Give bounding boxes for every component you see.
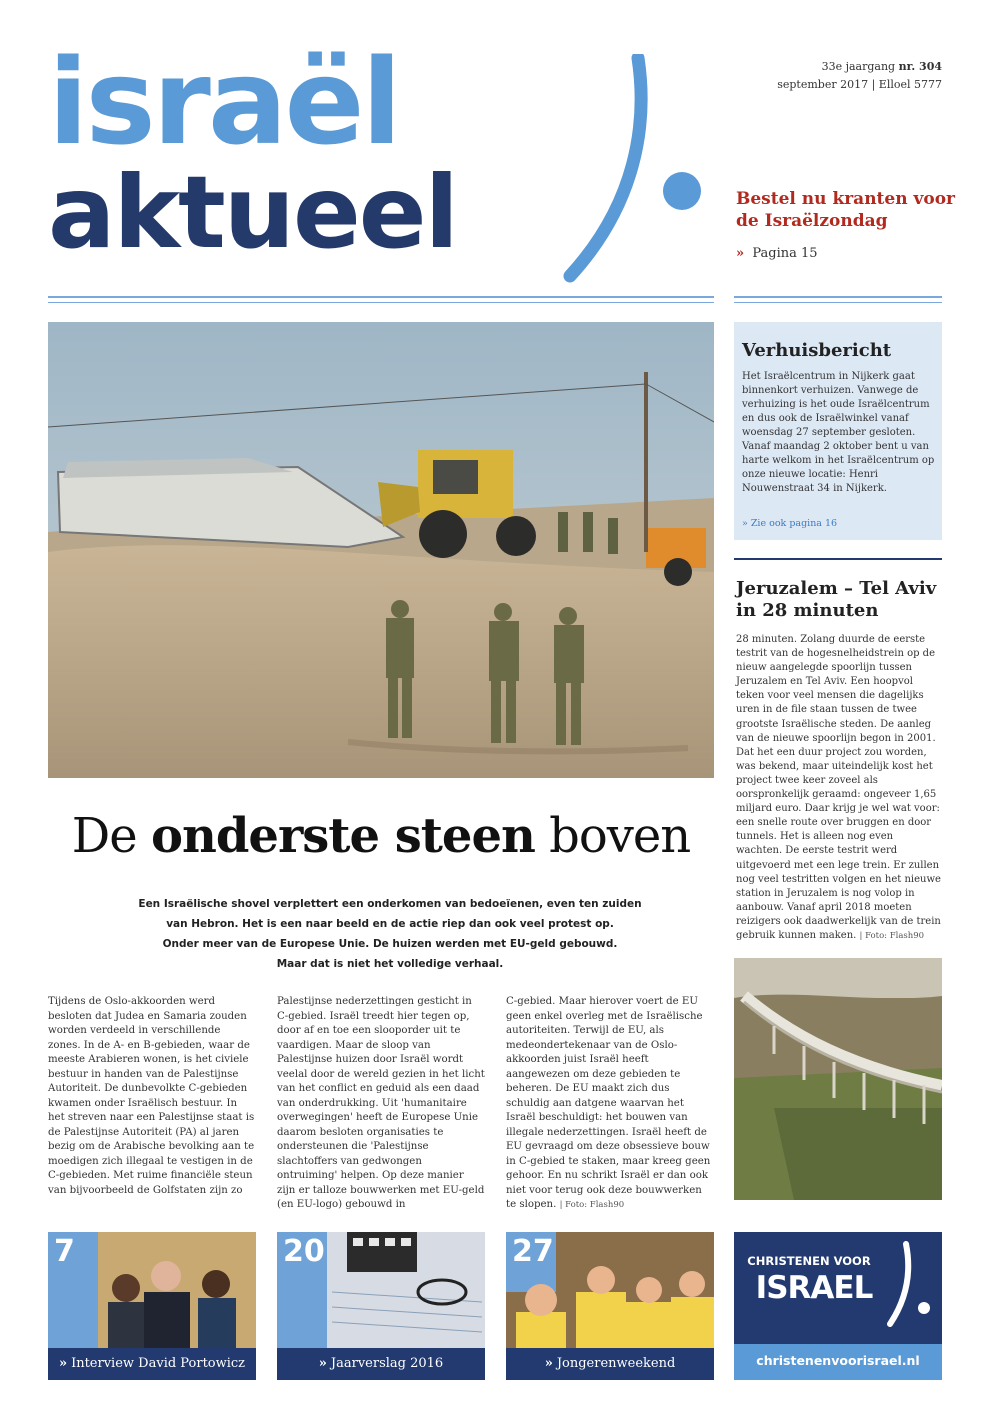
train-article-title: Jeruzalem – Tel Aviv in 28 minuten — [736, 578, 937, 621]
teaser-page-number: 20 — [283, 1234, 325, 1269]
promo-page-link[interactable] — [736, 246, 818, 261]
teaser-youth-weekend[interactable] — [506, 1232, 714, 1380]
main-photo — [48, 322, 714, 778]
notice-body: Het Israëlcentrum in Nijkerk gaat binnenkort verhuizen. Vanwege de verhuizing is het oude Israëlcentrum en dus ook de Israëlwinkel vanaf woensdag 27 september gesloten. Vanaf maandag 2 oktober bent u van harte welkom in het Israëlcentrum op onze nieuwe locatie: Henri Nouwenstraat 34 in Nijkerk. — [742, 371, 935, 494]
logo-aktueel: aktueel — [48, 154, 457, 271]
article-column-1 — [48, 995, 256, 1198]
teaser-label: Interview David Portowicz — [71, 1356, 246, 1371]
photo-credit: | Foto: Flash90 — [859, 930, 925, 941]
promo-page-ref: Pagina 15 — [752, 246, 818, 261]
teaser-label-bar[interactable] — [48, 1348, 256, 1380]
notice-page-link[interactable]: » Zie ook pagina 16 — [742, 518, 838, 529]
teaser-page-number: 7 — [54, 1234, 75, 1269]
column-text: C-gebied. Maar hierover voert de EU geen enkel overleg met de Israëlische autoriteiten. Terwijl de EU, als medeondertekenaar van de Oslo-akkoorden juist Israël heeft aangewezen om deze gebieden te beheren. De EU maakt zich dus schuldig aan datgene waarvan het Israël beschuldigt: het bouwen van illegale nederzettingen. Israël heeft de EU gevraagd om deze obsessieve bouw in C-gebied te staken, maar kreeg geen gehoor. En nu schrikt Israël er dan ook niet voor terug ook deze bouwwerken te slopen. — [506, 996, 711, 1210]
article-column-3 — [506, 995, 714, 1213]
cvi-line-2: ISRAEL — [755, 1270, 873, 1306]
column-text: Tijdens de Oslo-akkoorden werd besloten dat Judea en Samaria zouden worden verdeeld in verschillende zones. In de A- en B-gebieden, waar de meeste Arabieren wonen, is het civiele bestuur in handen van de Palestijnse Autoriteit. De dunbevolkte C-gebieden kwamen onder Israëlisch bestuur. In het streven naar een Palestijnse staat is de Palestijnse Autoriteit (PA) al jaren bezig om de Arabische bevolking aan te moedigen zich illegaal te vestigen in de C-gebieden. Met ruime financiële steun van bijvoorbeeld de Golfstaten zijn zo — [48, 996, 255, 1196]
cvi-swoosh-icon — [884, 1240, 934, 1330]
notice-title: Verhuisbericht — [742, 340, 892, 361]
sidebar-divider-2 — [734, 558, 942, 560]
train-article-text: 28 minuten. Zolang duurde de eerste testrit van de hogesnelheidstrein op de nieuw aangelegde spoorlijn tussen Jeruzalem en Tel Aviv. Een hoopvol teken voor veel mensen die dagelijks uren in de file staan tussen de twee grootste Israëlische steden. De aanleg van de nieuwe spoorlijn begon in 2001. Dat het een duur project zou worden, was bekend, maar uiteindelijk kost het project twee keer zoveel als oorspronkelijk geraamd: ongeveer 1,65 miljard euro. Daar krijg je wel wat voor: een snelle route over bruggen en door tunnels. Het is alleen nog even wachten. De eerste testrit werd uitgevoerd met een lege trein. Er zullen nog veel testritten volgen en het nieuwe station in Jeruzalem is nog volop in aanbouw. Vanaf april 2018 moeten reizigers ook daadwerkelijk van de trein gebruik kunnen maken. — [736, 634, 941, 941]
train-bridge-photo — [734, 958, 942, 1200]
headline-part-1: De — [71, 808, 151, 864]
cvi-ad[interactable] — [734, 1232, 942, 1380]
lead-paragraph — [110, 894, 670, 974]
issue-date: september 2017 | Elloel 5777 — [777, 78, 942, 91]
lead-line: Een Israëlische shovel verplettert een onderkomen van bedoeïenen, even ten zuiden — [138, 898, 642, 910]
chevron-icon: » — [58, 1356, 68, 1371]
logo-swoosh-icon — [560, 54, 710, 284]
page-title — [48, 808, 714, 864]
teaser-page-number: 27 — [512, 1234, 554, 1269]
issue-number: nr. 304 — [898, 60, 942, 73]
teaser-annual-report[interactable] — [277, 1232, 485, 1380]
chevron-icon: » — [736, 246, 745, 261]
headline-bold: onderste steen — [150, 808, 535, 864]
teaser-label: Jaarverslag 2016 — [330, 1356, 444, 1371]
photo-credit: | Foto: Flash90 — [559, 1200, 625, 1210]
lead-line: Maar dat is niet het volledige verhaal. — [276, 958, 504, 970]
issue-volume: 33e jaargang — [821, 60, 896, 73]
sidebar-divider — [734, 296, 942, 298]
promo-headline[interactable]: Bestel nu kranten voor de Israëlzondag — [736, 189, 956, 231]
teaser-label-bar[interactable] — [506, 1348, 714, 1380]
masthead-divider — [48, 296, 714, 298]
issue-info — [777, 58, 942, 94]
lead-line: van Hebron. Het is een naar beeld en de actie riep dan ook veel protest op. — [166, 918, 614, 930]
masthead-divider-thin — [48, 302, 714, 303]
headline-part-3: boven — [534, 808, 691, 864]
train-article-body — [736, 633, 942, 943]
sidebar-divider-thin — [734, 302, 942, 303]
column-text: Palestijnse nederzettingen gesticht in C-gebied. Israël treedt hier tegen op, door af en toe een slooporder uit te vaardigen. Maar de sloop van Palestijnse huizen door Israël wordt veelal door de wereld gezien in het licht van het conflict en geduid als een daad van onderdrukking. Uit 'humanitaire overwegingen' heeft de Europese Unie daarom besloten organisaties te ondersteunen die 'Palestijnse slachtoffers van gedwongen ontruiming' helpen. Op deze manier zijn er talloze bouwwerken met EU-geld (en EU-logo) gebouwd in — [277, 996, 485, 1210]
teaser-interview[interactable] — [48, 1232, 256, 1380]
lead-line: Onder meer van de Europese Unie. De huizen werden met EU-geld gebouwd. — [162, 938, 618, 950]
logo-israel: israël — [48, 33, 399, 171]
cvi-url-link[interactable]: christenenvoorisrael.nl — [756, 1353, 920, 1368]
chevron-icon: » — [544, 1356, 553, 1371]
cvi-line-1: CHRISTENEN VOOR — [747, 1254, 871, 1268]
teaser-label: Jongerenweekend — [556, 1356, 676, 1371]
chevron-icon: » — [318, 1356, 327, 1371]
article-column-2 — [277, 995, 485, 1213]
teaser-label-bar[interactable] — [277, 1348, 485, 1380]
